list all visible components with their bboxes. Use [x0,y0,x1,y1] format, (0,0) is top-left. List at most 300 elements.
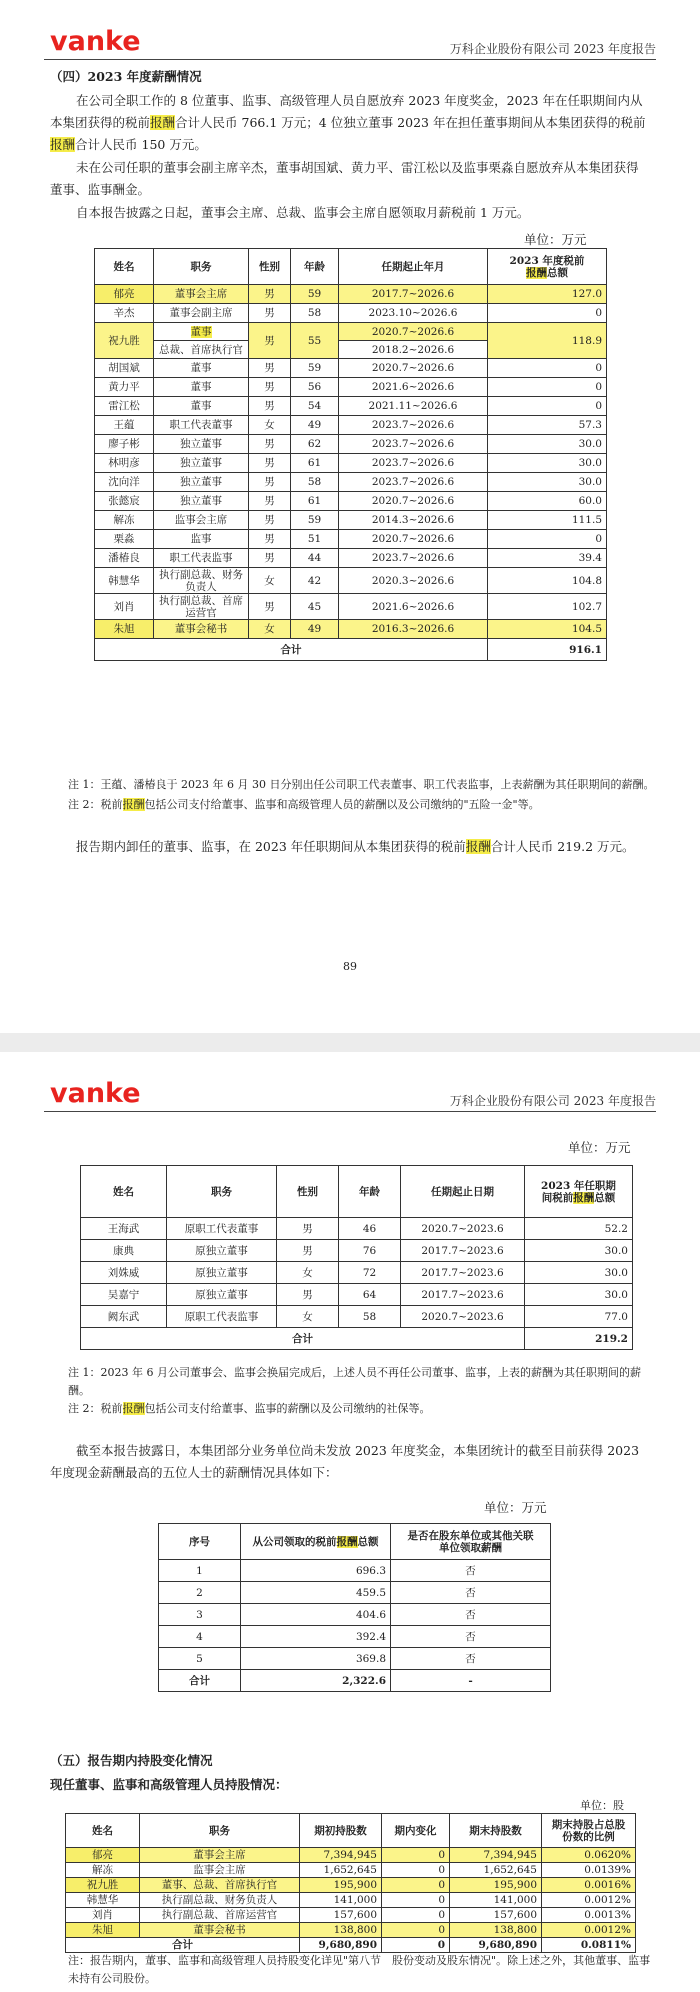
sex-cell: 男 [249,473,291,492]
end-shares-cell: 7,394,945 [450,1848,542,1863]
highlighted-term: 报酬 [573,1191,595,1204]
pay-cell: 102.7 [488,594,607,620]
sex-cell: 男 [249,304,291,323]
departed-remuneration-table [80,1165,633,1350]
term-cell: 2023.7~2026.6 [339,454,488,473]
end-shares-cell: 195,900 [450,1878,542,1893]
text-span: 是否在股东单位或其他关联 [407,1529,534,1542]
table-row [159,1604,551,1626]
remuneration-table [94,248,607,661]
age-cell: 58 [339,1306,401,1328]
sex-cell: 男 [277,1218,339,1240]
pay-cell: 404.6 [241,1604,391,1626]
column-header: 年龄 [291,249,339,285]
role-cell: 监事会主席 [140,1863,300,1878]
text-span: 负责人 [185,580,217,593]
name-cell: 栗淼 [95,530,154,549]
column-header [391,1524,551,1560]
column-header: 姓名 [95,249,154,285]
role-cell: 董事会秘书 [140,1923,300,1938]
pay-cell: 459.5 [241,1582,391,1604]
name-cell: 辛杰 [95,304,154,323]
name-cell: 解冻 [95,511,154,530]
pay-cell: 30.0 [488,454,607,473]
age-cell: 42 [291,568,339,594]
term-cell: 2023.7~2026.6 [339,549,488,568]
term-cell: 2017.7~2023.6 [401,1262,525,1284]
total-flag: - [391,1670,551,1692]
role-cell: 董事会主席 [140,1848,300,1863]
name-cell: 雷江松 [95,397,154,416]
term-cell: 2018.2~2026.6 [339,341,488,359]
age-cell: 59 [291,511,339,530]
pay-cell: 104.5 [488,620,607,639]
sex-cell: 男 [249,530,291,549]
role-cell: 职工代表监事 [154,549,249,568]
table-row [66,1848,636,1863]
flag-cell: 否 [391,1648,551,1670]
name-cell: 张懿宸 [95,492,154,511]
name-cell: 康典 [81,1240,167,1262]
text-span: 从公司领取的税前 [252,1535,337,1548]
table-row [95,435,607,454]
end-shares-cell: 141,000 [450,1893,542,1908]
pay-cell: 39.4 [488,549,607,568]
total-ratio: 0.0811% [542,1938,636,1953]
age-cell: 49 [291,620,339,639]
text-span: 份数的比例 [562,1830,615,1843]
ratio-cell: 0.0620% [542,1848,636,1863]
note-shareholding: 注：报告期内，董事、监事和高级管理人员持股变化详见"第八节 股份变动及股东情况"。除上述之外，其他董事、监事未持有公司股份。 [68,1954,651,1985]
column-header: 性别 [277,1166,339,1218]
text-span: 2023 年度税前 [509,254,585,267]
name-cell: 林明彦 [95,454,154,473]
vanke-logo: vanke [50,26,141,57]
role-cell: 原独立董事 [167,1284,277,1306]
end-shares-cell: 1,652,645 [450,1863,542,1878]
sex-cell: 男 [249,285,291,304]
column-header: 姓名 [81,1166,167,1218]
column-header: 任期起止年月 [339,249,488,285]
change-cell: 0 [382,1848,450,1863]
flag-cell: 否 [391,1626,551,1648]
term-cell: 2017.7~2023.6 [401,1284,525,1306]
pay-cell: 127.0 [488,285,607,304]
start-shares-cell: 195,900 [300,1878,382,1893]
term-cell: 2020.7~2023.6 [401,1218,525,1240]
unit-label: 单位：万元 [484,1500,547,1515]
ratio-cell: 0.0012% [542,1923,636,1938]
role-cell [154,568,249,594]
age-cell: 49 [291,416,339,435]
table-row [66,1923,636,1938]
name-cell: 祝九胜 [95,323,154,359]
pay-cell: 696.3 [241,1560,391,1582]
age-cell: 46 [339,1218,401,1240]
index-cell: 1 [159,1560,241,1582]
table-row [66,1863,636,1878]
page-header: 万科企业股份有限公司 2023 年度报告 [449,1094,656,1108]
sex-cell: 男 [249,435,291,454]
name-cell: 郁亮 [66,1848,140,1863]
column-header: 姓名 [66,1814,140,1848]
table-row [81,1166,633,1218]
table-row [95,492,607,511]
index-cell: 4 [159,1626,241,1648]
term-cell: 2016.3~2026.6 [339,620,488,639]
section-title: （四）2023 年度薪酬情况 [50,69,202,84]
pay-cell: 0 [488,359,607,378]
start-shares-cell: 138,800 [300,1923,382,1938]
term-cell: 2023.7~2026.6 [339,473,488,492]
highlighted-term: 报酬 [526,266,547,279]
subsection-title: 现任董事、监事和高级管理人员持股情况： [50,1777,288,1792]
role-cell: 原独立董事 [167,1240,277,1262]
text-span: 单位领取薪酬 [439,1541,502,1554]
column-header: 期初持股数 [300,1814,382,1848]
column-header: 期内变化 [382,1814,450,1848]
pay-cell: 60.0 [488,492,607,511]
flag-cell: 否 [391,1560,551,1582]
age-cell: 55 [291,323,339,359]
text-span: 执行副总裁、财务 [159,568,243,581]
table-row [95,639,607,661]
sex-cell: 女 [249,620,291,639]
total-value: 2,322.6 [241,1670,391,1692]
role-cell: 独立董事 [154,492,249,511]
header-divider [44,1111,656,1112]
sex-cell: 女 [249,416,291,435]
sex-cell: 男 [249,323,291,359]
sex-cell: 男 [277,1284,339,1306]
pay-cell: 118.9 [488,323,607,359]
pay-cell: 30.0 [525,1262,633,1284]
name-cell: 王蕴 [95,416,154,435]
sex-cell: 男 [249,511,291,530]
page-header: 万科企业股份有限公司 2023 年度报告 [449,42,656,56]
paragraph-top-five: 截至本报告披露日，本集团部分业务单位尚未发放 2023 年度奖金，本集团统计的截至目前获得 2023 年度现金薪酬最高的五位人士的薪酬情况具体如下： [50,1443,640,1480]
column-header [525,1166,633,1218]
age-cell: 45 [291,594,339,620]
age-cell: 51 [291,530,339,549]
column-header: 期末持股数 [450,1814,542,1848]
sex-cell: 男 [249,359,291,378]
role-cell: 董事会主席 [154,285,249,304]
text-span: 合计人民币 150 万元。 [75,137,207,152]
column-header [241,1524,391,1560]
pay-cell: 30.0 [525,1240,633,1262]
sex-cell: 男 [277,1240,339,1262]
column-header: 任期起止日期 [401,1166,525,1218]
pay-cell: 104.8 [488,568,607,594]
note-2 [68,796,660,814]
role-cell: 执行副总裁、财务负责人 [140,1893,300,1908]
text-span: 2023 年任职期 [541,1179,616,1192]
name-cell: 廖子彬 [95,435,154,454]
total-change: 0 [382,1938,450,1953]
term-cell: 2020.7~2026.6 [339,530,488,549]
pay-cell: 77.0 [525,1306,633,1328]
term-cell: 2014.3~2026.6 [339,511,488,530]
role-cell: 总裁、首席执行官 [154,341,249,359]
name-cell: 阙东武 [81,1306,167,1328]
term-cell: 2021.6~2026.6 [339,378,488,397]
highlighted-term: 报酬 [122,798,145,811]
sex-cell: 男 [249,594,291,620]
paragraph-waiver: 未在公司任职的董事会副主席辛杰，董事胡国斌、黄力平、雷江松以及监事栗淼自愿放弃从本集团获得董事、监事酬金。 [50,160,639,197]
pay-cell: 369.8 [241,1648,391,1670]
table-row [81,1328,633,1350]
change-cell: 0 [382,1923,450,1938]
table-row [66,1893,636,1908]
ratio-cell: 0.0139% [542,1863,636,1878]
term-cell: 2020.7~2026.6 [339,492,488,511]
role-cell: 董事会副主席 [154,304,249,323]
pay-cell: 0 [488,397,607,416]
flag-cell: 否 [391,1604,551,1626]
table-row [159,1648,551,1670]
table-row [95,594,607,620]
table-row [81,1240,633,1262]
start-shares-cell: 7,394,945 [300,1848,382,1863]
pay-cell: 57.3 [488,416,607,435]
highlighted-term: 报酬 [150,115,176,130]
pay-cell: 0 [488,530,607,549]
age-cell: 44 [291,549,339,568]
total-label: 合计 [81,1328,525,1350]
table-row [95,620,607,639]
age-cell: 64 [339,1284,401,1306]
pay-cell: 0 [488,304,607,323]
role-cell [154,323,249,341]
table-row [95,359,607,378]
table-row [159,1670,551,1692]
sex-cell: 女 [277,1306,339,1328]
total-start: 9,680,890 [300,1938,382,1953]
sex-cell: 女 [277,1262,339,1284]
total-label: 合计 [66,1938,300,1953]
top-five-table [158,1523,551,1692]
role-cell: 独立董事 [154,473,249,492]
end-shares-cell: 138,800 [450,1923,542,1938]
ratio-cell: 0.0016% [542,1878,636,1893]
table-row [95,304,607,323]
column-header [542,1814,636,1848]
age-cell: 62 [291,435,339,454]
role-cell: 董事 [154,397,249,416]
ratio-cell: 0.0012% [542,1893,636,1908]
text-span: 执行副总裁、首席 [159,594,243,607]
role-cell: 董事、总裁、首席执行官 [140,1878,300,1893]
text-span: 包括公司支付给董事、监事的薪酬以及公司缴纳的社保等。 [144,1402,431,1415]
pay-cell: 30.0 [488,473,607,492]
table-row [159,1524,551,1560]
name-cell: 朱旭 [66,1923,140,1938]
vanke-logo: vanke [50,1078,141,1109]
term-cell: 2023.7~2026.6 [339,416,488,435]
term-cell: 2020.3~2026.6 [339,568,488,594]
age-cell: 72 [339,1262,401,1284]
header-divider [44,59,656,60]
age-cell: 58 [291,304,339,323]
table-row [66,1938,636,1953]
table-row [95,323,607,341]
name-cell: 沈向洋 [95,473,154,492]
column-header: 职务 [154,249,249,285]
table-row [95,511,607,530]
role-cell: 原职工代表董事 [167,1218,277,1240]
column-header: 职务 [140,1814,300,1848]
role-cell [154,594,249,620]
name-cell: 韩慧华 [66,1893,140,1908]
change-cell: 0 [382,1863,450,1878]
role-cell: 独立董事 [154,435,249,454]
pay-cell: 392.4 [241,1626,391,1648]
ratio-cell: 0.0013% [542,1908,636,1923]
total-label: 合计 [95,639,488,661]
name-cell: 刘肖 [95,594,154,620]
highlighted-term: 报酬 [336,1535,358,1548]
text-span: 总额 [594,1191,616,1204]
age-cell: 59 [291,359,339,378]
column-header: 年龄 [339,1166,401,1218]
total-value: 219.2 [525,1328,633,1350]
highlighted-term: 董事 [190,325,212,338]
table-row [95,473,607,492]
term-cell: 2017.7~2026.6 [339,285,488,304]
age-cell: 61 [291,454,339,473]
text-span: 运营官 [185,606,217,619]
index-cell: 2 [159,1582,241,1604]
text-span: 期末持股占总股 [551,1818,626,1831]
sex-cell: 男 [249,397,291,416]
name-cell: 刘肖 [66,1908,140,1923]
table-row [66,1908,636,1923]
age-cell: 54 [291,397,339,416]
change-cell: 0 [382,1908,450,1923]
role-cell: 独立董事 [154,454,249,473]
term-cell: 2020.7~2023.6 [401,1306,525,1328]
table-row [159,1626,551,1648]
name-cell: 解冻 [66,1863,140,1878]
paragraph-monthly-salary: 自本报告披露之日起，董事会主席、总裁、监事会主席自愿领取月薪税前 1 万元。 [76,205,530,220]
column-header [488,249,607,285]
change-cell: 0 [382,1893,450,1908]
table-row [95,530,607,549]
role-cell: 执行副总裁、首席运营官 [140,1908,300,1923]
column-header: 性别 [249,249,291,285]
start-shares-cell: 157,600 [300,1908,382,1923]
name-cell: 祝九胜 [66,1878,140,1893]
table-row [95,549,607,568]
paragraph-departed [50,836,650,858]
sex-cell: 男 [249,454,291,473]
text-span: 在公司全职工作的 8 位董事、监事、高级管理人员自愿放弃 2023 年度奖金，2023 年在任职期间内从本集团获得的税前 [50,93,643,130]
term-cell: 2020.7~2026.6 [339,359,488,378]
highlighted-term: 报酬 [122,1402,145,1415]
pay-cell: 0 [488,378,607,397]
page-number: 89 [343,960,357,973]
pay-cell: 111.5 [488,511,607,530]
name-cell: 郁亮 [95,285,154,304]
text-span: 包括公司支付给董事、监事和高级管理人员的薪酬以及公司缴纳的"五险一金"等。 [144,798,540,811]
end-shares-cell: 157,600 [450,1908,542,1923]
name-cell: 吴嘉宁 [81,1284,167,1306]
name-cell: 刘姝威 [81,1262,167,1284]
total-value: 916.1 [488,639,607,661]
unit-label: 单位：万元 [568,1140,631,1155]
table-row [95,568,607,594]
sex-cell: 男 [249,378,291,397]
role-cell: 原独立董事 [167,1262,277,1284]
sex-cell: 女 [249,568,291,594]
text-span: 合计人民币 219.2 万元。 [490,839,635,854]
highlighted-term: 报酬 [465,839,491,854]
paragraph-remuneration-summary [50,90,650,156]
table-row [81,1306,633,1328]
column-header: 职务 [167,1166,277,1218]
term-cell: 2023.7~2026.6 [339,435,488,454]
name-cell: 胡国斌 [95,359,154,378]
table-row [81,1284,633,1306]
table-row [95,454,607,473]
text-span: 报告期内卸任的董事、监事，在 2023 年任职期间从本集团获得的税前 [76,839,466,854]
age-cell: 58 [291,473,339,492]
name-cell: 黄力平 [95,378,154,397]
flag-cell: 否 [391,1582,551,1604]
table-row [159,1560,551,1582]
start-shares-cell: 1,652,645 [300,1863,382,1878]
report-page-90 [0,1052,700,1992]
role-cell: 原职工代表监事 [167,1306,277,1328]
table-row [66,1878,636,1893]
section-title: （五）报告期内持股变化情况 [50,1753,213,1768]
table-row [66,1814,636,1848]
table-row [95,416,607,435]
sex-cell: 男 [249,549,291,568]
text-span: 合计人民币 766.1 万元；4 位独立董事 2023 年在担任董事期间从本集团获得的税前 [175,115,646,130]
index-cell: 5 [159,1648,241,1670]
text-span: 总额 [357,1535,379,1548]
age-cell: 76 [339,1240,401,1262]
term-cell: 2021.6~2026.6 [339,594,488,620]
note-2 [68,1400,660,1418]
role-cell: 职工代表董事 [154,416,249,435]
start-shares-cell: 141,000 [300,1893,382,1908]
unit-label: 单位：股 [580,1799,624,1812]
text-span: 总额 [547,266,568,279]
table-row [81,1218,633,1240]
age-cell: 56 [291,378,339,397]
total-end: 9,680,890 [450,1938,542,1953]
age-cell: 61 [291,492,339,511]
table-row [81,1262,633,1284]
role-cell: 监事会主席 [154,511,249,530]
total-label: 合计 [159,1670,241,1692]
table-row [95,249,607,285]
pay-cell: 52.2 [525,1218,633,1240]
name-cell: 韩慧华 [95,568,154,594]
change-cell: 0 [382,1878,450,1893]
column-header: 序号 [159,1524,241,1560]
index-cell: 3 [159,1604,241,1626]
term-cell: 2017.7~2023.6 [401,1240,525,1262]
term-cell: 2023.10~2026.6 [339,304,488,323]
text-span: 注 2：税前 [68,1402,123,1415]
pay-cell: 30.0 [525,1284,633,1306]
role-cell: 董事会秘书 [154,620,249,639]
sex-cell: 男 [249,492,291,511]
